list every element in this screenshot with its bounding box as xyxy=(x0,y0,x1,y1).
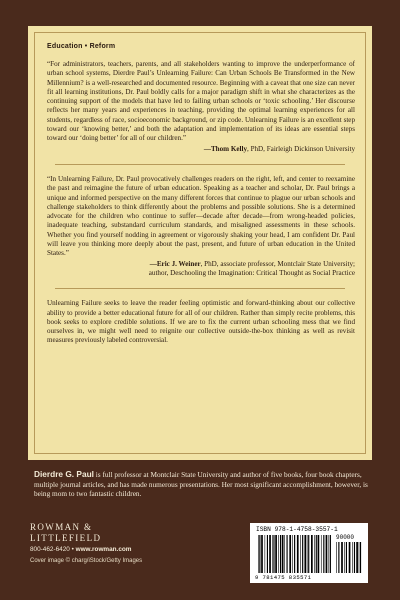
barcode-bar xyxy=(326,535,328,573)
barcode-bar xyxy=(261,535,263,573)
barcode-bar xyxy=(356,542,358,573)
author-bio xyxy=(34,470,368,499)
barcode-bar xyxy=(267,535,268,573)
divider-2 xyxy=(55,288,345,289)
publisher-name-line2: LITTLEFIELD xyxy=(30,533,102,543)
review-attribution-2 xyxy=(45,260,355,279)
barcode-bar xyxy=(287,535,288,573)
divider-1 xyxy=(55,164,345,165)
barcode-bar xyxy=(329,535,330,573)
barcode-bar xyxy=(282,535,284,573)
publisher-phone: 800-462-6420 xyxy=(30,546,70,553)
barcode-bar xyxy=(273,535,274,573)
publisher-name-line1: ROWMAN & xyxy=(30,522,93,532)
barcode-bar xyxy=(284,535,285,573)
publisher-block xyxy=(30,522,200,565)
barcode-bar xyxy=(278,535,279,573)
author-bio-text: is full professor at Montclair State University and author of five books, four book chapters, multiple journal articles, and has made numerous presentations. Her most significant accomplishment, however, is being mom to two fantastic children. xyxy=(34,470,368,499)
barcode-bar xyxy=(354,542,355,573)
price-code: 90000 xyxy=(336,534,355,541)
barcode-bar xyxy=(349,542,351,573)
reviewer-name-1: —Thom Kelly xyxy=(203,144,248,153)
barcode-bar xyxy=(304,535,306,573)
author-name: Dierdre G. Paul xyxy=(34,469,94,479)
barcode-bar xyxy=(346,542,347,573)
barcode-bar xyxy=(302,535,303,573)
barcode-bar xyxy=(321,535,322,573)
barcode-bar xyxy=(341,542,343,573)
reviewer-affiliation-2: , PhD, associate professor, Montclair State University; xyxy=(200,259,355,268)
barcode-bar xyxy=(259,535,260,573)
reviewer-affiliation-1: , PhD, Fairleigh Dickinson University xyxy=(247,144,355,153)
barcode-bar xyxy=(265,535,266,573)
review-attribution-1 xyxy=(45,145,355,154)
barcode-bar xyxy=(272,535,273,573)
review-panel-frame xyxy=(34,32,366,454)
barcode-bar xyxy=(311,535,313,573)
barcode-bar xyxy=(275,535,277,573)
barcode-bar xyxy=(297,535,299,573)
barcode-bar xyxy=(323,535,324,573)
book-blurb: Unlearning Failure seeks to leave the reader feeling optimistic and forward-thinking about our collective ability to provide a better educational future for all of our children. Rather than simply recite problems, this book seeks to explore credible solutions. If we are to fix the current urban schooling mess that we find ourselves in, we might well need to reignite our collective outside-the-box thinking as well as revisit measures previously labeled controversial. xyxy=(47,299,355,345)
barcode-bar xyxy=(280,535,281,573)
barcode-bar xyxy=(318,535,320,573)
barcode-bar xyxy=(300,535,301,573)
barcode-bar xyxy=(360,542,361,573)
reviewer-affiliation-2b: author, Deschooling the Imagination: Critical Thought as Social Practice xyxy=(148,268,355,277)
barcode-bar xyxy=(344,542,345,573)
barcode-bar xyxy=(289,535,291,573)
contact-separator: • xyxy=(69,546,76,553)
reviewer-name-2: —Eric J. Weiner xyxy=(149,259,201,268)
barcode-bar xyxy=(308,535,309,573)
barcode-bar xyxy=(316,535,317,573)
publisher-website: www.rowman.com xyxy=(75,546,132,553)
cover-image-credit: Cover image © charg/iStock/Getty Images xyxy=(30,558,143,564)
barcode-bar xyxy=(258,535,259,573)
barcode-bar xyxy=(352,542,353,573)
barcode-bar xyxy=(314,535,315,573)
barcode-bar xyxy=(292,535,293,573)
category-label: Education • Reform xyxy=(47,43,116,50)
barcode-bar xyxy=(269,535,271,573)
barcode-bar xyxy=(338,542,339,573)
review-quote-2: “In Unlearning Failure, Dr. Paul provocatively challenges readers on the right, left, and center to reexamine the past and reimagine the future of urban education. Speaking as a teacher and scholar, Dr. Paul brings a unique and informed perspective on the many different forces that continue to plague our urban schools and challenge stakeholders to think differently about the problems and possible solutions. She is a determined advocate for the children who continue to suffer—decade after decade—from wrong-headed policies, inadequate teaching, substandard curriculum standards, and misaligned assessments in these schools. Whether you find yourself nodding in agreement or vigorously shaking your head, I am confident Dr. Paul will leave you thinking more deeply about the past, present, and future of urban education in the United States.” xyxy=(47,174,355,258)
barcode-bar xyxy=(294,535,295,573)
isbn-label: ISBN 978-1-4758-3557-1 xyxy=(256,526,338,533)
barcode-bar xyxy=(307,535,308,573)
barcode-bar xyxy=(330,535,331,573)
barcode-digits: 9 781475 835571 xyxy=(255,574,312,581)
publisher-contact xyxy=(30,545,200,554)
isbn-barcode xyxy=(250,523,368,583)
barcode-bar xyxy=(359,542,360,573)
review-quote-1: “For administrators, teachers, parents, and all stakeholders wanting to improve the underperformance of urban school systems, Dierdre Paul’s Unlearning Failure: Can Urban Schools Be Transformed in the New Millennium? is a well-researched and documented resource. Beginning with a caveat that one size can never fit all learning institutions, Dr. Paul boldly calls for a major paradigm shift in what she characterizes as the continuing support of the models that have led to failing urban schools or ‘toxic schooling.’ Her discourse reflects her many years and experiences in teaching, providing the optimal learning experiences for all students, regardless of race, socioeconomic background, or zip code. Unlearning Failure is an excellent step toward our ‘knowing better,’ and both the adaptation and implementation of its ideas are essential steps toward our ‘doing better’ for all of our children.” xyxy=(47,60,355,143)
review-panel xyxy=(28,26,372,460)
barcode-bar xyxy=(336,542,337,573)
